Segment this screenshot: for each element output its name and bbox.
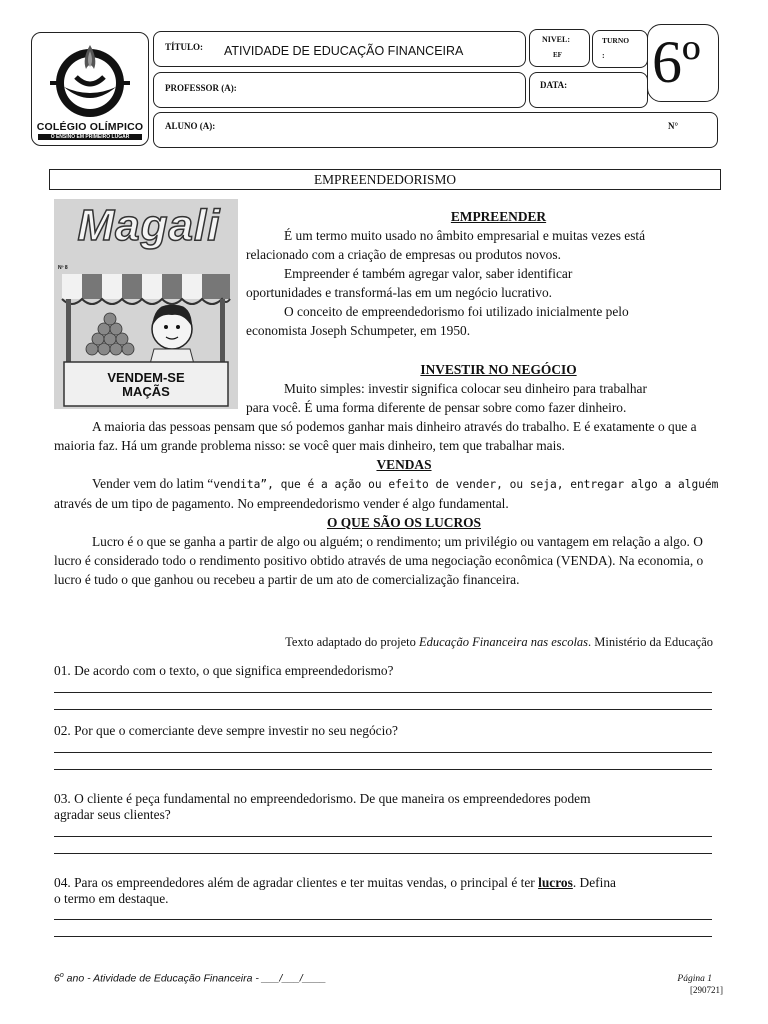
investir-p2: A maioria das pessoas pensam que só podemos ganhar mais dinheiro através do trabalho. E é exatamente o que a maioria faz. Há um grande problema nisso: se você quer mais dinheiro, tem que trabalhar mais. [54, 419, 697, 453]
source-italic: Educação Financeira nas escolas [418, 635, 589, 649]
turno-value: : [602, 51, 605, 60]
question-4b: o termo em destaque. [54, 891, 169, 906]
question-1: 01. De acordo com o texto, o que significa empreendedorismo? [54, 663, 394, 678]
source-prefix: Texto adaptado do projeto [285, 635, 419, 649]
comic-sign: VENDEM-SE MAÇÃS [107, 370, 185, 399]
professor-label: PROFESSOR (A): [165, 83, 237, 93]
footer-left [54, 972, 326, 985]
professor-field [153, 72, 526, 108]
titulo-label: TÍTULO: [165, 42, 204, 52]
footer-grade-sup: o [59, 972, 64, 979]
turno-label: TURNO [602, 36, 630, 45]
vendas-p1-end: através de um tipo de pagamento. No empreendedorismo vender é algo fundamental. [54, 496, 509, 511]
question-4-start: 04. Para os empreendedores além de agradar clientes e ter muitas vendas, o principal é ter [54, 875, 539, 890]
grade-value: 6º [652, 29, 701, 95]
school-logo-icon [46, 37, 134, 121]
nivel-value: EF [553, 51, 562, 59]
question-4-bold: lucros [538, 875, 573, 890]
comic-cover-image [54, 199, 238, 409]
source-citation [54, 635, 713, 650]
empreender-p1a: É um termo muito usado no âmbito empresarial e muitas vezes está [284, 228, 646, 243]
numero-label: N° [668, 121, 679, 131]
data-label: DATA: [540, 80, 568, 90]
lucros-heading: O QUE SÃO OS LUCROS [326, 515, 482, 530]
investir-p1b: para você. É uma forma diferente de pensar sobre como fazer dinheiro. [246, 400, 627, 415]
titulo-field [153, 31, 526, 67]
empreender-p3a: O conceito de empreendedorismo foi utilizado inicialmente pelo [284, 304, 629, 319]
question-2: 02. Por que o comerciante deve sempre investir no seu negócio? [54, 723, 398, 738]
answer-line-1a[interactable] [54, 692, 712, 693]
answer-line-2b[interactable] [54, 769, 712, 770]
question-3b: agradar seus clientes? [54, 807, 171, 822]
investir-p1a: Muito simples: investir significa colocar seu dinheiro para trabalhar [284, 381, 647, 396]
empreender-p3b: economista Joseph Schumpeter, em 1950. [246, 323, 471, 338]
investir-section [246, 360, 716, 417]
aluno-label: ALUNO (A): [165, 121, 216, 131]
answer-line-1b[interactable] [54, 709, 712, 710]
turno-field [592, 30, 648, 68]
nivel-field [529, 29, 590, 67]
vendas-p1 [54, 474, 719, 494]
footer-grade: 6 [54, 972, 60, 985]
answer-line-3a[interactable] [54, 836, 712, 837]
aluno-field [153, 112, 718, 148]
logo-box [31, 32, 149, 146]
answer-line-2a[interactable] [54, 752, 712, 753]
grade-box [647, 24, 719, 102]
empreender-p1b: relacionado com a criação de empresas ou produtos novos. [246, 247, 561, 262]
empreender-heading: EMPREENDER [450, 209, 547, 224]
titulo-value: ATIVIDADE DE EDUCAÇÃO FINANCEIRA [224, 44, 464, 58]
source-suffix: . Ministério da Educação [588, 635, 713, 649]
data-field [529, 72, 648, 108]
logo-text: COLÉGIO OLÍMPICO [36, 121, 144, 133]
empreender-p2a: Empreender é também agregar valor, saber identificar [284, 266, 573, 281]
section-title: EMPREENDEDORISMO [313, 172, 457, 187]
footer-code: [290721] [690, 985, 723, 995]
footer-title: ano - Atividade de Educação Financeira - ___/___/____ [63, 972, 327, 985]
answer-line-4b[interactable] [54, 936, 712, 937]
question-4-end: . Defina [572, 875, 616, 890]
vendas-p1-start: Vender vem do latim “ [92, 476, 214, 491]
empreender-section [246, 207, 716, 340]
lucros-p1: Lucro é o que se ganha a partir de algo ou alguém; o rendimento; um privilégio ou vantagem em relação a algo. O lucro é considerado todo o rendimento positivo obtido através de uma negociação econômica (VENDA). Na economia, o lucro é tudo o que ganhou ou recebeu a partir de um ato de comercialização financeira. [54, 534, 704, 587]
comic-title: Magali [77, 201, 221, 250]
empreender-p2b: oportunidades e transformá-las em um negócio lucrativo. [246, 285, 553, 300]
nivel-label: NIVEL: [542, 35, 571, 44]
question-4a [54, 875, 616, 891]
vendas-p1-mono: vendita”, que é a ação ou efeito de vender, ou seja, entregar algo a alguém [213, 478, 719, 491]
body-section [54, 417, 719, 589]
vendas-heading: VENDAS [376, 457, 432, 472]
answer-line-4a[interactable] [54, 919, 712, 920]
investir-heading: INVESTIR NO NEGÓCIO [420, 362, 577, 377]
footer-page: Página 1 [677, 974, 712, 984]
logo-tagline: O ENSINO EM PRIMEIRO LUGAR [38, 134, 142, 140]
section-title-bar [49, 169, 721, 190]
answer-line-3b[interactable] [54, 853, 712, 854]
comic-issue: Nº 8 [58, 265, 68, 271]
question-3a: 03. O cliente é peça fundamental no empreendedorismo. De que maneira os empreendedores podem [54, 791, 591, 806]
